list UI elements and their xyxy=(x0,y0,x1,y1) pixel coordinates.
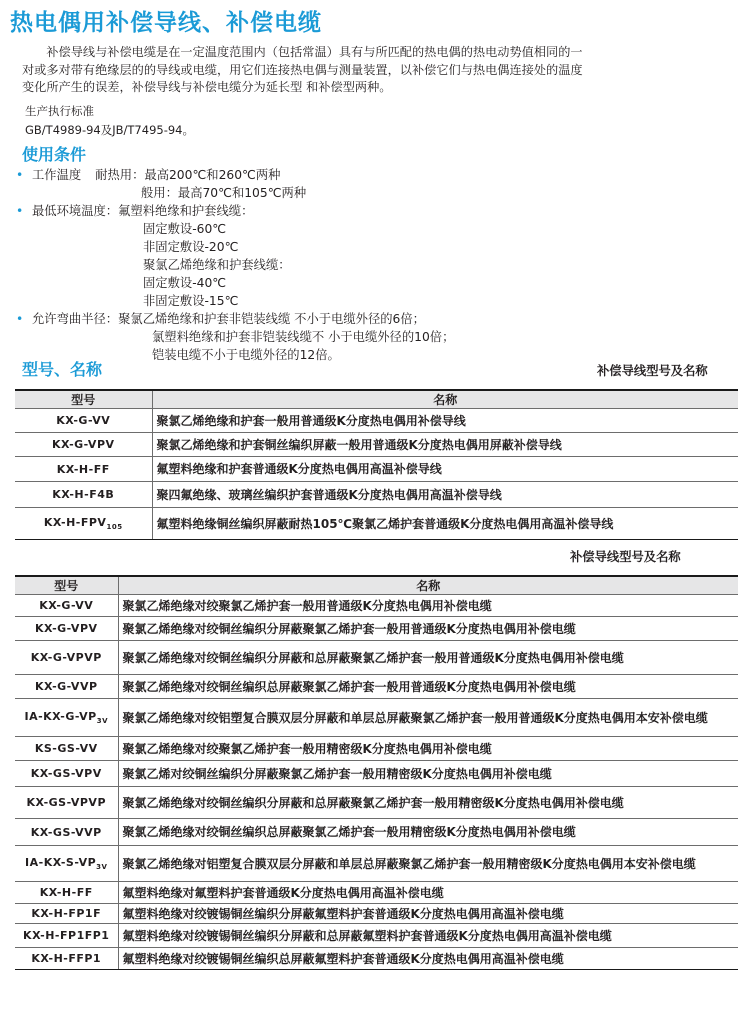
name-cell xyxy=(152,433,738,457)
column-header-model: 型号 xyxy=(15,576,118,595)
table-row xyxy=(15,482,738,508)
name-cell xyxy=(118,675,738,699)
model-code: KX-G-VPVP xyxy=(30,651,102,664)
condition-value: 非固定敷设-15℃ xyxy=(143,294,239,308)
standard-label: 生产执行标准 xyxy=(25,104,94,118)
model-code: KX-H-FPV xyxy=(43,515,107,529)
condition-row xyxy=(16,256,425,274)
name-cell xyxy=(118,924,738,948)
condition-row xyxy=(16,328,455,346)
model-code: KX-GS-VPVP xyxy=(26,796,107,809)
condition-row xyxy=(16,184,425,202)
table-row xyxy=(15,882,738,904)
name-cell xyxy=(152,457,738,482)
model-cell xyxy=(15,882,118,904)
table-row xyxy=(15,819,738,846)
page-title: 热电偶用补偿导线、补偿电缆 xyxy=(10,10,322,36)
condition-row xyxy=(16,238,425,256)
condition-value: 氯塑料绝缘和护套非铠装线缆不 小于电缆外径的10倍； xyxy=(152,330,455,344)
model-cell xyxy=(15,508,152,540)
model-code: KX-G-VPV xyxy=(34,622,98,635)
model-cell xyxy=(15,787,118,819)
product-name: 聚氯乙烯绝缘对绞铜丝编织分屏蔽和总屏蔽聚氯乙烯护套一般用精密级K分度热电偶用补偿电缆 xyxy=(122,795,624,810)
product-name: 聚氯乙烯绝缘对绞聚氯乙烯护套一般用精密级K分度热电偶用补偿电缆 xyxy=(122,741,492,756)
model-code: IA-KX-S-VP xyxy=(25,855,97,869)
table-row xyxy=(15,846,738,882)
table2-caption: 补偿导线型号及名称 xyxy=(570,550,681,564)
name-cell xyxy=(152,508,738,540)
product-name: 聚氯乙烯绝缘和护套一般用普通级K分度热电偶用补偿导线 xyxy=(156,413,466,428)
product-name: 氟塑料绝缘对绞镀锡铜丝编织分屏蔽氟塑料护套普通级K分度热电偶用高温补偿电缆 xyxy=(122,906,564,921)
name-cell xyxy=(152,482,738,508)
model-code: KX-G-VV xyxy=(39,599,94,612)
model-cell xyxy=(15,482,152,508)
conditions-title: 使用条件 xyxy=(22,145,87,164)
model-cell xyxy=(15,924,118,948)
condition-row xyxy=(16,274,425,292)
name-cell xyxy=(118,819,738,846)
model-subscript: 105 xyxy=(106,523,123,532)
column-header-model: 型号 xyxy=(15,390,152,409)
name-cell xyxy=(118,737,738,761)
model-cell xyxy=(15,904,118,924)
product-name: 聚氯乙烯绝缘对绞聚氯乙烯护套一般用普通级K分度热电偶用补偿电缆 xyxy=(122,598,492,613)
model-code: KX-G-VVP xyxy=(34,680,98,693)
product-name: 聚氯乙烯绝缘对绞铝塑复合膜双层分屏蔽和单层总屏蔽聚氯乙烯护套一般用普通级K分度热电偶用本安补偿电缆 xyxy=(122,710,708,725)
table-row xyxy=(15,508,738,540)
model-code: IA-KX-G-VP xyxy=(24,709,97,723)
model-code: KX-GS-VPV xyxy=(30,767,102,780)
standard-value: GB/T4989-94及JB/T7495-94。 xyxy=(25,123,194,137)
intro-line: 对或多对带有绝缘层的的导线或电缆，用它们连接热电偶与测量装置，以补偿它们与热电偶连接处的温度 xyxy=(22,62,583,77)
product-name: 氟塑料绝缘对绞镀锡铜丝编织总屏蔽氟塑料护套普通级K分度热电偶用高温补偿电缆 xyxy=(122,951,564,966)
condition-row xyxy=(16,292,425,310)
model-code: KX-H-FF xyxy=(39,886,93,899)
model-subscript: 3V xyxy=(96,863,108,872)
condition-value: 般用：最高70℃和105℃两种 xyxy=(141,186,307,200)
column-header-name: 名称 xyxy=(118,576,738,595)
table-row xyxy=(15,699,738,737)
condition-value: 聚氯乙烯绝缘和护套线缆： xyxy=(143,258,291,272)
table-row xyxy=(15,948,738,970)
model-code: KX-H-FP1F xyxy=(31,907,102,920)
condition-value: 聚氯乙烯绝缘和护套非铠装线缆 不小于电缆外径的6倍； xyxy=(118,312,425,326)
product-name: 聚氯乙烯绝缘对铝塑复合膜双层分屏蔽和单层总屏蔽聚氯乙烯护套一般用精密级K分度热电偶用本安补偿电缆 xyxy=(122,856,696,871)
name-cell xyxy=(118,617,738,641)
product-name: 聚四氟绝缘、玻璃丝编织护套普通级K分度热电偶用高温补偿导线 xyxy=(156,487,502,502)
model-cell xyxy=(15,737,118,761)
table-row xyxy=(15,737,738,761)
model-code: KX-G-VV xyxy=(56,414,111,427)
model-code: KX-H-FF xyxy=(56,462,110,476)
product-name: 聚氯乙烯绝缘对绞铜丝编织总屏蔽聚氯乙烯护套一般用普通级K分度热电偶用补偿电缆 xyxy=(122,679,576,694)
condition-value: 氟塑料绝缘和护套线缆： xyxy=(118,204,254,218)
name-cell xyxy=(152,409,738,433)
model-cell xyxy=(15,675,118,699)
bullet-icon: • xyxy=(16,312,24,326)
product-name: 聚氯乙烯绝缘对绞铜丝编织分屏蔽和总屏蔽聚氯乙烯护套一般用普通级K分度热电偶用补偿电缆 xyxy=(122,650,624,665)
product-name: 聚氯乙烯绝缘和护套铜丝编织屏蔽一般用普通级K分度热电偶用屏蔽补偿导线 xyxy=(156,437,562,452)
table-row xyxy=(15,761,738,787)
model-code: KX-H-FFP1 xyxy=(31,952,102,965)
condition-row xyxy=(16,220,425,238)
model-cell xyxy=(15,761,118,787)
condition-value: 耐热用：最高200℃和260℃两种 xyxy=(95,168,281,182)
name-cell xyxy=(118,846,738,882)
condition-row xyxy=(16,166,425,184)
model-code: KX-G-VPV xyxy=(51,438,115,451)
column-header-name: 名称 xyxy=(152,390,738,409)
table-row xyxy=(15,675,738,699)
condition-label: 最低环境温度： xyxy=(32,204,119,218)
condition-label: 允许弯曲半径： xyxy=(32,312,119,326)
model-cell xyxy=(15,699,118,737)
condition-row xyxy=(16,310,425,328)
name-cell xyxy=(118,882,738,904)
bullet-icon: • xyxy=(16,168,24,182)
product-name: 氟塑料绝缘和护套普通级K分度热电偶用高温补偿导线 xyxy=(156,462,442,476)
conditions-list xyxy=(16,166,455,364)
bullet-icon: • xyxy=(16,204,24,218)
name-cell xyxy=(118,948,738,970)
condition-row xyxy=(16,202,425,220)
name-cell xyxy=(118,904,738,924)
condition-value: 非固定敷设-20℃ xyxy=(143,240,239,254)
product-name: 聚氯乙烯绝缘对绞铜丝编织总屏蔽聚氯乙烯护套一般用精密级K分度热电偶用补偿电缆 xyxy=(122,825,576,839)
compensating-wire-table xyxy=(15,389,738,540)
product-name: 聚氯乙烯绝缘对绞铜丝编织分屏蔽聚氯乙烯护套一般用普通级K分度热电偶用补偿电缆 xyxy=(122,621,576,636)
condition-value: 固定敷设-60℃ xyxy=(143,222,227,236)
table-row xyxy=(15,904,738,924)
model-cell xyxy=(15,409,152,433)
model-subscript: 3V xyxy=(96,717,108,726)
model-cell xyxy=(15,641,118,675)
model-cell xyxy=(15,819,118,846)
intro-paragraph xyxy=(22,44,737,97)
compensating-cable-table xyxy=(15,575,738,970)
model-code: KX-GS-VVP xyxy=(30,825,102,839)
table1-caption: 补偿导线型号及名称 xyxy=(597,364,708,378)
table-row xyxy=(15,433,738,457)
intro-line: 补偿导线与补偿电缆是在一定温度范围内（包括常温）具有与所匹配的热电偶的热电动势值相同的一 xyxy=(22,45,583,59)
name-cell xyxy=(118,699,738,737)
table-row xyxy=(15,617,738,641)
condition-label: 工作温度 xyxy=(32,168,82,182)
table-row xyxy=(15,924,738,948)
table-row xyxy=(15,457,738,482)
model-cell xyxy=(15,595,118,617)
name-cell xyxy=(118,787,738,819)
product-name: 聚氯乙烯对绞铜丝编织分屏蔽聚氯乙烯护套一般用精密级K分度热电偶用补偿电缆 xyxy=(122,766,552,781)
models-title: 型号、名称 xyxy=(22,360,103,379)
name-cell xyxy=(118,761,738,787)
intro-line: 变化所产生的误差，补偿导线与补偿电缆分为延长型 和补偿型两种。 xyxy=(22,80,392,94)
model-cell xyxy=(15,948,118,970)
model-cell xyxy=(15,846,118,882)
model-cell xyxy=(15,617,118,641)
condition-value: 固定敷设-40℃ xyxy=(143,276,227,290)
model-code: KX-H-FP1FP1 xyxy=(23,929,110,942)
product-name: 氟塑料绝缘铜丝编织屏蔽耐热105℃聚氯乙烯护套普通级K分度热电偶用高温补偿导线 xyxy=(156,516,614,531)
product-name: 氟塑料绝缘对氟塑料护套普通级K分度热电偶用高温补偿电缆 xyxy=(122,885,444,900)
table-row xyxy=(15,595,738,617)
model-cell xyxy=(15,457,152,482)
product-name: 氟塑料绝缘对绞镀锡铜丝编织分屏蔽和总屏蔽氟塑料护套普通级K分度热电偶用高温补偿电缆 xyxy=(122,928,612,943)
name-cell xyxy=(118,595,738,617)
table-row xyxy=(15,641,738,675)
model-cell xyxy=(15,433,152,457)
model-code: KX-H-F4B xyxy=(52,488,115,501)
table-row xyxy=(15,787,738,819)
table-row xyxy=(15,409,738,433)
condition-value: 铠装电缆不小于电缆外径的12倍。 xyxy=(152,348,340,362)
model-code: KS-GS-VV xyxy=(34,742,98,755)
name-cell xyxy=(118,641,738,675)
